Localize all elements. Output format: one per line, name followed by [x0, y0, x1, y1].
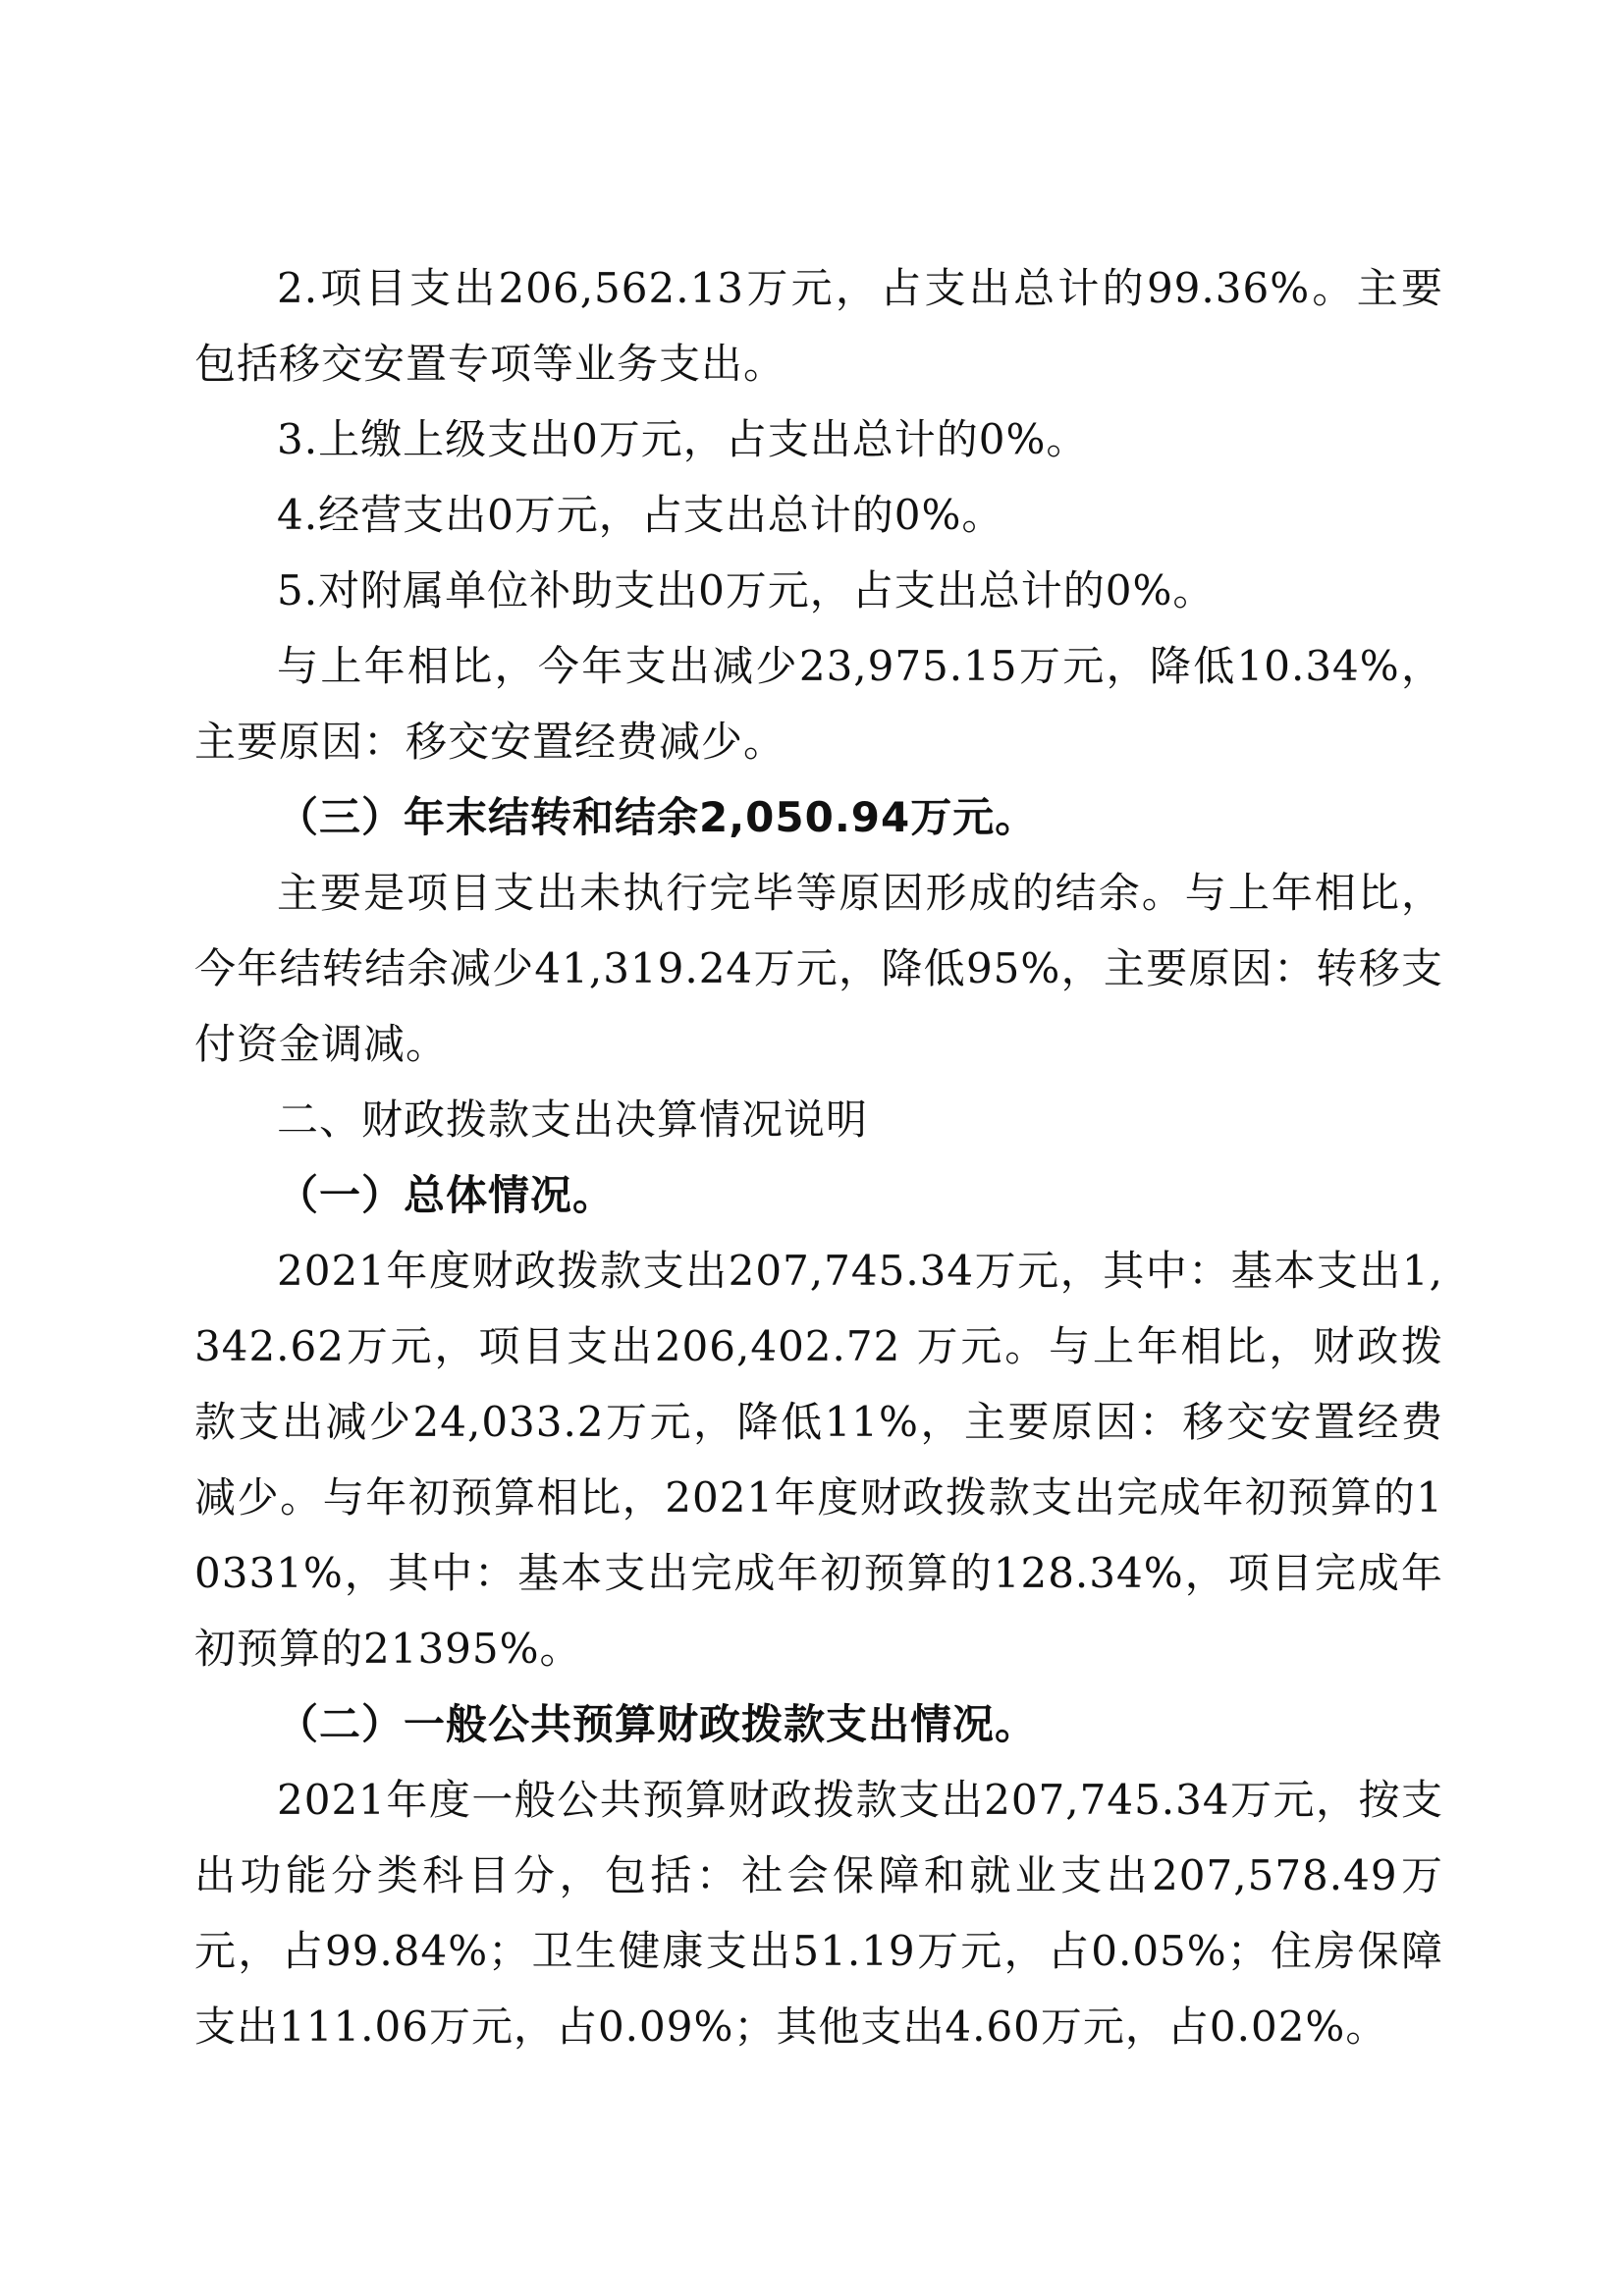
paragraph-operating-expense: 4.经营支出0万元，占支出总计的0%。	[277, 491, 1004, 539]
paragraph-year-comparison: 与上年相比，今年支出减少23,975.15万元，降低10.34%，主要原因：移交安置经费减少。	[194, 642, 1443, 766]
sub-2-heading: （二）一般公共预算财政拨款支出情况。	[277, 1700, 1038, 1748]
section-3-heading: （三）年末结转和结余2,050.94万元。	[277, 793, 1038, 841]
paragraph-subsidiary-subsidy: 5.对附属单位补助支出0万元，占支出总计的0%。	[277, 566, 1216, 614]
document-body	[194, 250, 1443, 2064]
section-3-body: 主要是项目支出未执行完毕等原因形成的结余。与上年相比，今年结转结余减少41,319.24万元，降低95%，主要原因：转移支付资金调减。	[194, 869, 1443, 1068]
sub-1-body: 2021年度财政拨款支出207,745.34万元，其中：基本支出1,342.62万元，项目支出206,402.72 万元。与上年相比，财政拨款支出减少24,033.2万元，降低11%，主要原因：移交安置经费减少。与年初预算相比，2021年度财政拨款支出完成年初预算的10331%，其中：基本支出完成年初预算的128.34%，项目完成年初预算的21395%。	[194, 1247, 1443, 1673]
part-2-heading: 二、财政拨款支出决算情况说明	[277, 1095, 869, 1144]
paragraph-superior-payment: 3.上缴上级支出0万元，占支出总计的0%。	[277, 415, 1089, 463]
sub-2-body: 2021年度一般公共预算财政拨款支出207,745.34万元，按支出功能分类科目分，包括：社会保障和就业支出207,578.49万元，占99.84%；卫生健康支出51.19万元，占0.05%；住房保障支出111.06万元，占0.09%；其他支出4.60万元，占0.02%。	[194, 1776, 1443, 2051]
sub-1-heading: （一）总体情况。	[277, 1171, 616, 1219]
paragraph-project-expense: 2.项目支出206,562.13万元，占支出总计的99.36%。主要包括移交安置专项等业务支出。	[194, 264, 1443, 388]
